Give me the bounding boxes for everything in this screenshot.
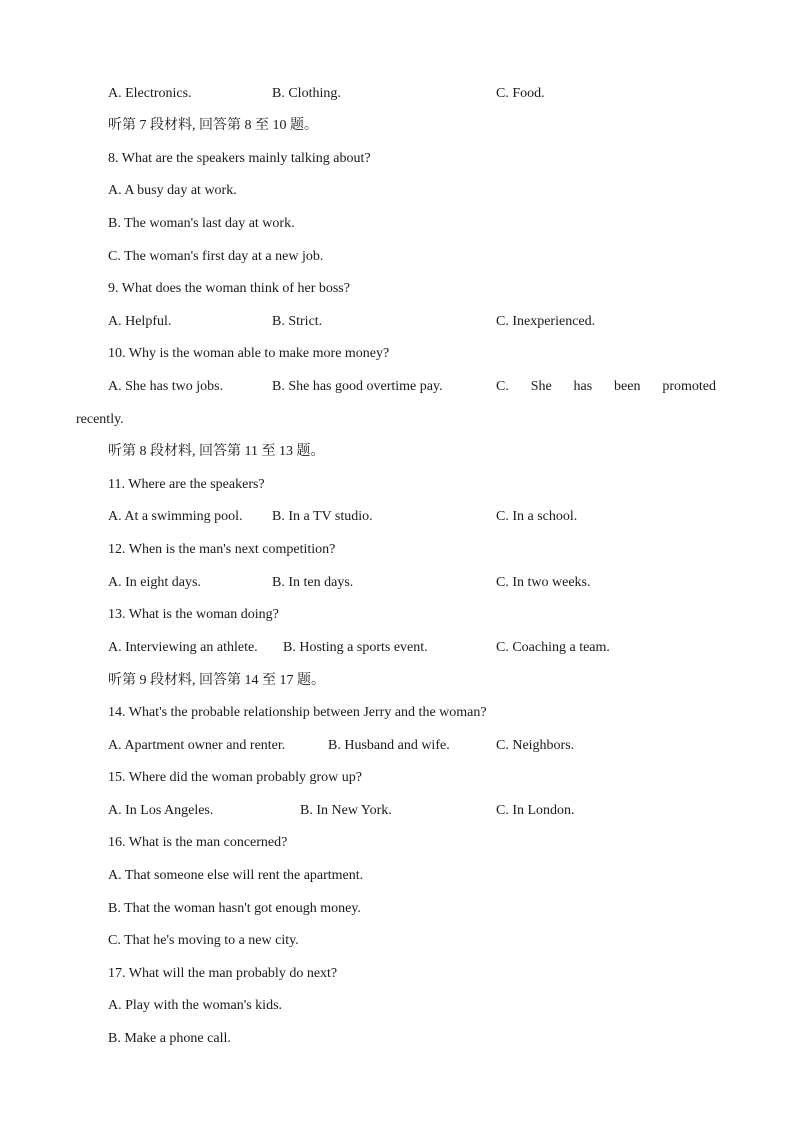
q11-options-row xyxy=(0,508,793,526)
q12-option-c: C. In two weeks. xyxy=(496,575,591,590)
q16-option-c: C. That he's moving to a new city. xyxy=(108,933,299,948)
q12-option-b: B. In ten days. xyxy=(272,575,354,590)
question-15: 15. Where did the woman probably grow up? xyxy=(108,770,363,785)
question-9: 9. What does the woman think of her boss? xyxy=(108,281,350,296)
q14-option-c: C. Neighbors. xyxy=(496,738,575,753)
q14-option-b: B. Husband and wife. xyxy=(328,738,450,753)
q15-option-c: C. In London. xyxy=(496,803,575,818)
q17-option-a: A. Play with the woman's kids. xyxy=(108,998,283,1013)
section-8-heading: 听第 8 段材料, 回答第 11 至 13 题。 xyxy=(108,444,325,459)
question-16: 16. What is the man concerned? xyxy=(108,835,288,850)
q17-option-b: B. Make a phone call. xyxy=(108,1031,231,1046)
q10-options-row xyxy=(0,378,793,396)
section-7-heading: 听第 7 段材料, 回答第 8 至 10 题。 xyxy=(108,118,318,133)
q10-option-c-continuation: recently. xyxy=(76,412,124,427)
question-12: 12. When is the man's next competition? xyxy=(108,542,336,557)
q13-options-row xyxy=(0,639,793,657)
question-17: 17. What will the man probably do next? xyxy=(108,966,338,981)
q9-option-a: A. Helpful. xyxy=(108,314,172,329)
q10-option-c: C. She has been promoted xyxy=(496,379,716,394)
q7-option-b: B. Clothing. xyxy=(272,86,341,101)
q8-option-a: A. A busy day at work. xyxy=(108,183,237,198)
q16-option-b: B. That the woman hasn't got enough money. xyxy=(108,901,361,916)
section-9-heading: 听第 9 段材料, 回答第 14 至 17 题。 xyxy=(108,673,325,688)
q16-option-a: A. That someone else will rent the apartment. xyxy=(108,868,364,883)
q15-option-b: B. In New York. xyxy=(300,803,392,818)
q7-option-a: A. Electronics. xyxy=(108,86,192,101)
q10-option-b: B. She has good overtime pay. xyxy=(272,379,443,394)
q15-options-row xyxy=(0,802,793,820)
q12-option-a: A. In eight days. xyxy=(108,575,201,590)
q11-option-c: C. In a school. xyxy=(496,509,578,524)
question-13: 13. What is the woman doing? xyxy=(108,607,279,622)
q11-option-a: A. At a swimming pool. xyxy=(108,509,243,524)
q10-option-a: A. She has two jobs. xyxy=(108,379,224,394)
q13-option-b: B. Hosting a sports event. xyxy=(283,640,428,655)
q14-option-a: A. Apartment owner and renter. xyxy=(108,738,286,753)
question-8: 8. What are the speakers mainly talking about? xyxy=(108,151,371,166)
q15-option-a: A. In Los Angeles. xyxy=(108,803,214,818)
q8-option-b: B. The woman's last day at work. xyxy=(108,216,295,231)
q13-option-c: C. Coaching a team. xyxy=(496,640,610,655)
q9-options-row xyxy=(0,313,793,331)
question-11: 11. Where are the speakers? xyxy=(108,477,265,492)
question-10: 10. Why is the woman able to make more money? xyxy=(108,346,390,361)
q9-option-b: B. Strict. xyxy=(272,314,323,329)
question-14: 14. What's the probable relationship between Jerry and the woman? xyxy=(108,705,487,720)
q7-option-c: C. Food. xyxy=(496,86,545,101)
q8-option-c: C. The woman's first day at a new job. xyxy=(108,249,324,264)
q9-option-c: C. Inexperienced. xyxy=(496,314,596,329)
q7-options-row xyxy=(0,85,793,103)
q12-options-row xyxy=(0,574,793,592)
q14-options-row xyxy=(0,737,793,755)
q13-option-a: A. Interviewing an athlete. xyxy=(108,640,258,655)
q11-option-b: B. In a TV studio. xyxy=(272,509,373,524)
